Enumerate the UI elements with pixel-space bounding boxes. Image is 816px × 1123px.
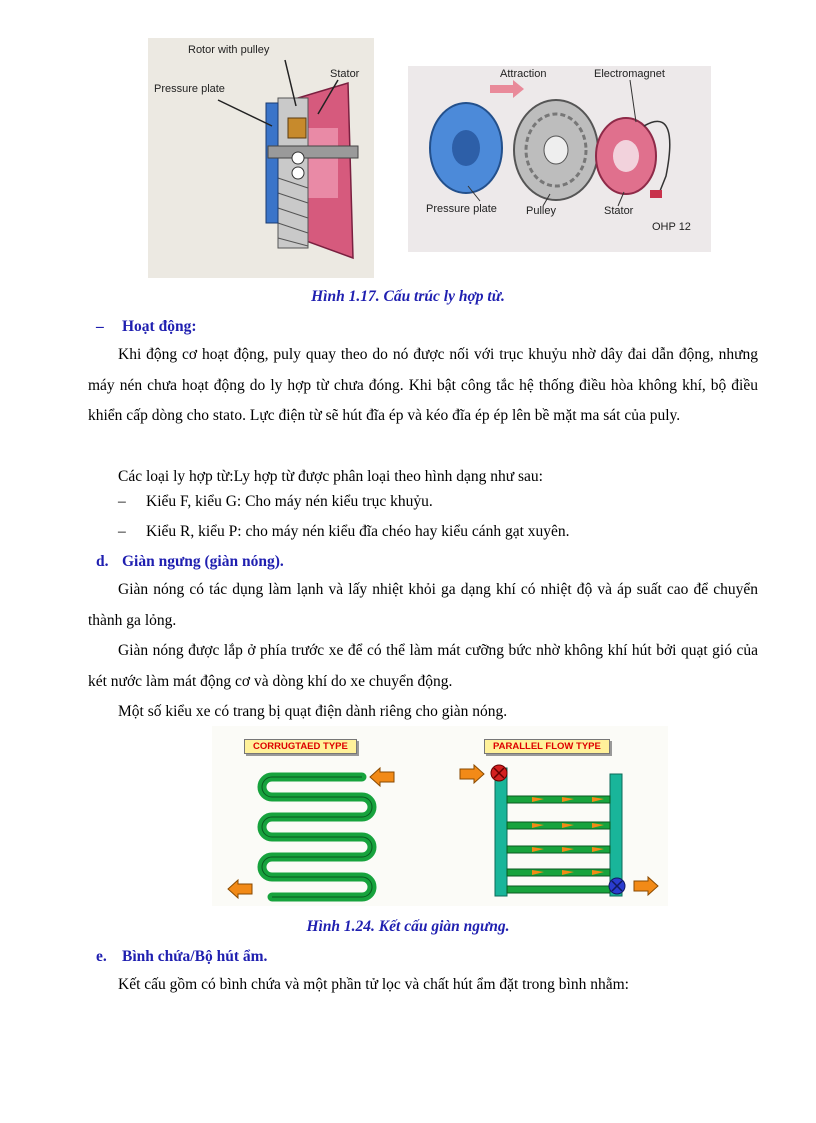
label-attraction: Attraction (500, 68, 547, 80)
heading-text: Bình chứa/Bộ hút ẩm. (122, 948, 268, 965)
paragraph-text: Khi động cơ hoạt động, puly quay theo do nó được nối với trục khuỷu nhờ dây đai dẫn động, nhưng máy nén chưa hoạt động do ly hợp từ chưa đóng. Khi bật công tắc hệ thống điều hòa không khí, bộ điều khiển cấp dòng cho stato. Lực điện từ sẽ hút đĩa ép và kéo đĩa ép ép lên bề mặt ma sát của puly. (88, 346, 758, 424)
heading-condenser (96, 553, 284, 571)
paragraph-receiver-structure (88, 970, 758, 1001)
paragraph-text: Giàn nóng có tác dụng làm lạnh và lấy nhiệt khỏi ga dạng khí có nhiệt độ và áp suất cao để chuyển thành ga lỏng. (88, 581, 758, 629)
label-pressure-plate-exploded: Pressure plate (426, 203, 497, 215)
heading-hoat-dong (96, 318, 197, 336)
condenser-types-figure (212, 726, 668, 906)
paragraph-text: Các loại ly hợp từ:Ly hợp từ được phân loại theo hình dạng như sau: (118, 468, 543, 485)
clutch-cross-section-figure (148, 38, 374, 278)
paragraph-text: Một số kiểu xe có trang bị quạt điện dành riêng cho giàn nóng. (118, 703, 508, 720)
label-stator-exploded: Stator (604, 205, 634, 217)
list-item-text: Kiểu F, kiểu G: Cho máy nén kiểu trục khuỷu. (146, 493, 433, 510)
label-ohp-number: OHP 12 (652, 221, 691, 233)
list-item (118, 493, 433, 511)
heading-receiver-drier (96, 948, 267, 966)
list-item (118, 523, 570, 541)
label-pressure-plate: Pressure plate (154, 83, 225, 95)
label-stator: Stator (330, 68, 360, 80)
figure-caption-1-17: Hình 1.17. Cấu trúc ly hợp từ. (311, 288, 505, 305)
label-pulley: Pulley (526, 205, 556, 217)
label-electromagnet: Electromagnet (594, 68, 665, 80)
paragraph-text: Kết cấu gồm có bình chứa và một phần tử lọc và chất hút ẩm đặt trong bình nhằm: (118, 976, 629, 993)
paragraph-text: Giàn nóng được lắp ở phía trước xe để có thể làm mát cưỡng bức nhờ không khí hút bởi quạt gió của két nước làm mát động cơ và dòng khí do xe chuyển động. (88, 642, 758, 690)
list-dash: – (118, 523, 126, 540)
paragraph-operation (88, 340, 758, 432)
list-dash: – (118, 493, 126, 510)
paragraph-condenser-function (88, 575, 758, 636)
heading-text: Giàn ngưng (giàn nóng). (122, 553, 284, 570)
label-parallel-flow-type: PARALLEL FLOW TYPE (484, 739, 610, 754)
heading-marker: d. (96, 553, 109, 570)
paragraph-clutch-types (88, 462, 758, 493)
heading-text: Hoạt động: (122, 318, 197, 335)
clutch-exploded-figure (408, 66, 711, 252)
paragraph-condenser-location (88, 636, 758, 697)
figure-caption-1-24: Hình 1.24. Kết cấu giàn ngưng. (306, 918, 510, 935)
label-corrugated-type: CORRUGTAED TYPE (244, 739, 357, 754)
list-item-text: Kiểu R, kiểu P: cho máy nén kiểu đĩa chéo hay kiểu cánh gạt xuyên. (146, 523, 570, 540)
heading-marker: e. (96, 948, 107, 965)
paragraph-condenser-fan (88, 697, 758, 728)
heading-marker: – (96, 318, 104, 335)
label-rotor-with-pulley: Rotor with pulley (188, 44, 270, 56)
